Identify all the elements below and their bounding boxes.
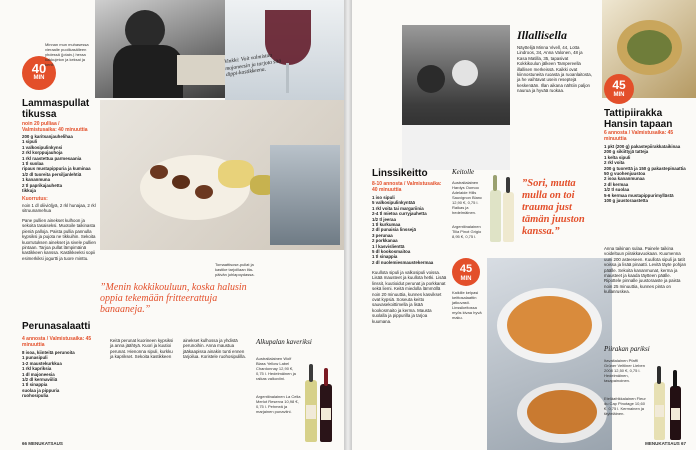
time-unit: MIN bbox=[613, 92, 625, 98]
sub-text: noin 1 dl oliiviöljyä, 2 rkl hunajaa, 2 rkl sitruunamehua bbox=[22, 203, 96, 214]
wine-description: Australialainen Wolf Blass Yellow Label Chardonnay 12,90 €, 0,75 l. Hedelmäinen ja raikas valkoviini. bbox=[256, 356, 296, 381]
recipe-meta: 4 annosta / Valmistusaika: 45 minuuttia bbox=[22, 336, 92, 348]
time-value: 45 bbox=[459, 263, 473, 275]
bottle-neck bbox=[309, 364, 313, 382]
recipe-title-tattipiirakka: Tattipiirakka Hansin tapaan bbox=[604, 108, 673, 130]
time-badge bbox=[604, 74, 634, 104]
ingredient-list: 1 iso sipuli 5 valkosipulinkyntää 1 rkl voita tai margariinia 2-4 tl mietoa curryjauhetta 1/2 tl jeeraa 1 tl kurkumaa 2 dl punaisia linssejä 3 perunaa 2 porkkanaa 1 l kasvislienttä 5 dl kookosmaitoa 1 tl sinappia 2 dl nuolemiesmaustekermaa bbox=[372, 195, 434, 265]
ingredient-list: 200 g karitsanjauhelihaa 1 sipuli 1 valkosipulinkynsi 2 rkl korppujauhoja 1 rkl raastettua parmesaania 1 tl suolaa ripaus mustapippuria ja kuminaa 1/2 dl tuoreita persiljanlehtiä 1 kananmuna 2 tl paprikajauhetta tikkuja bbox=[22, 134, 91, 194]
wine-heading: Piirakan pariksi bbox=[604, 345, 650, 353]
white-wine-bottle bbox=[490, 190, 501, 242]
wine-description: Argentiinalainen La Celia Merlot Reserva 10,98 €, 0,75 l. Pehmeä ja marjainen punaviini. bbox=[256, 394, 301, 414]
time-badge bbox=[452, 258, 480, 286]
white-wine-bottle bbox=[503, 192, 514, 242]
page-gutter bbox=[344, 0, 352, 450]
page-folio: 66 MENUKATSAUS bbox=[22, 441, 63, 446]
wine-description: Itavaltalainen Pfaffl Grüner Veltliner Lieben 2008 12,50 €, 0,75 l. Hedelmäinen, tasapainoinen. bbox=[604, 358, 645, 383]
recipe-method: Keitä perunat kuorineen kypsiksi ja anna jäähtyä. Kuori ja kuutioi perunat. Hienonna sipuli, kurkku ja kaprikset. Sekoita kastikkeen ainekset kulhossa ja yhdistä perunoihin. Anna maustua jääkaapissa ainakin tunti ennen tarjoilua. Koristele ruohosipulilla. bbox=[110, 338, 246, 360]
recipe-meta: 6 annosta / Valmistusaika: 45 minuuttia bbox=[604, 130, 674, 142]
section-heading: Illallisella bbox=[517, 28, 568, 42]
recipe-meta: 8-10 annosta / Valmistusaika: 40 minuuttia bbox=[372, 181, 442, 193]
photo-caption: Kaikille kelpasi keittosalaattin jatkuvasti. Linssikeitossa myös kivaa hyvä maku. bbox=[452, 290, 482, 320]
ingredient-list: 1 pkt (200 g) pakastepiirakkataikinaa 200 g sikiittyjä tatteja 1 kelta sipuli 2 rkl voita 200 g tuorettä ja 150 g pakastepinaattia 50 g vuohenjuustoa 2 isoa kananmunaa 2 dl kermaa 1/2 tl suolaa 5-6 kermaa mustapippurimyllästä 100 g juustoraastetta bbox=[604, 144, 686, 204]
skewer-food-photo bbox=[100, 100, 344, 250]
time-value: 40 bbox=[31, 61, 47, 76]
bottle-neck bbox=[506, 177, 510, 193]
sub-heading: Kuorrutus: bbox=[22, 196, 48, 202]
recipe-method: Pane pullien ainekset kulhoon ja sekoita tasaiseksi. Muotoile taikinasta pieniä palloja. Paista pullia pannulla kypsiksi ja pujota ne tikkuihin. Sekoita kuorrutuksen ainekset ja sivele pullien pintaan. Tarjoa pullat lämpimäinä kastikkeen kanssa. Kastikkeeksi sopii esimerkiksi jogurtti ja tuore minttu. bbox=[22, 218, 96, 261]
recipe-title-lammaspullat: Lammaspullat tikussa bbox=[22, 98, 90, 120]
page-folio: MENUKATSAUS 67 bbox=[645, 441, 686, 446]
photo-caption-mid: Tomaattisose-pullat ja kastike tarjoillaan ilta-päivän juhlapoydassa. bbox=[215, 262, 255, 277]
photo-tip-note: ​ bbox=[541, 263, 543, 270]
recipe-method: Kuullota sipuli ja valkosipuli voissa. Lisää mausteet ja kuullota hetki. Lisää linssit, kuutioidut perunat ja porkkanat sekä liemi. Keitä miedolla lämmöllä noin 20 minuuttia, kunnes kasvikset ovat kypsiä. Soseuta keitto sauvasekoittimella ja lisää kookosmaito ja kerma. Mausta suolalla ja pippurilla ja tarjoa kuumana. bbox=[372, 270, 447, 324]
pull-quote: ”Menin kokkikouluun, koska halusin oppia tekemään fritteerattuja banaaneja.” bbox=[100, 282, 247, 315]
wine-description: Argentiinalainen Tilia Pinot Grigio 8,95 €, 0,75 l. bbox=[452, 224, 482, 239]
bottle-neck bbox=[324, 368, 328, 386]
bottle-neck bbox=[493, 175, 497, 191]
wine-description: Eteläafrikkalainen Fleur du Cap Pinotage 10,60 €, 0,75 l. Kermainen ja täyteläinen. bbox=[604, 396, 646, 416]
wine-description: Australialainen Hardys Oomoo Adelaide Hills Sauvignon Blanc 12,90 €, 0,75 l. Raikas ja hedelmäinen. bbox=[452, 180, 483, 215]
recipe-meta: noin 20 pulliaa / Valmistusaika: 40 minuuttia bbox=[22, 121, 88, 133]
wine-heading: Alkupalan kaveriksi bbox=[256, 338, 312, 346]
right-page bbox=[352, 0, 696, 450]
photo-tip-note: Vinkki: Voit valmistaa majoneesin ja tarjota sitä dippi-kastikkeena. bbox=[223, 52, 282, 79]
time-value: 45 bbox=[612, 78, 626, 92]
bottle-label bbox=[306, 405, 316, 419]
wine-glass-photo bbox=[225, 0, 344, 100]
wine-heading: Keitolle bbox=[452, 168, 475, 176]
time-unit: MIN bbox=[460, 276, 472, 282]
soup-photo bbox=[487, 258, 612, 450]
bottle-neck bbox=[657, 366, 661, 384]
profile-text: Näyttelijä Minna Vivell, 44, Lotta Lindroos, 34, Anna Valonen, 48 ja Kasa Matilla, 35, tapasivat Kokkikoulun jälkeen Tampereella illallisen merkeissä. Kaikki ovat kiinnostuneita ruoasta ja ruoanlaitosta, ja he vaihtavat usein reseptejä keskenään. Illan aikana nähtiin paljon naurua ja hyvää ruokaa. bbox=[517, 45, 592, 94]
bottle-label bbox=[321, 408, 331, 420]
recipe-method: Anna taikinan sulaa. Painele taikina voideltuun piirakkavuokaan. Kuumenna uuni 200 asteeseen. Kuullota sipuli ja tatit voissa ja lisää pinaatti. Levitä täyte pohjan päälle. Sekoita kananmunat, kerma ja mausteet ja kaada täytteen päälle. Ripottele pinnalle juustoraaste ja paista noin 25 minuuttia, kunnes pinta on kullanruskea. bbox=[604, 246, 687, 295]
recipe-title-perunasalaatti: Perunasalaatti bbox=[22, 321, 91, 332]
bottle-label bbox=[671, 408, 680, 420]
ingredient-list: 8 isoa, kiinteitä perunoita 1 punasipuli 1-2 maustekurkkua 1 rkl kapriksia 1 dl majoneesia 1/2 dl kermaviiliä 1 tl sinappia suolaa ja pippuria ruohosipulia bbox=[22, 350, 75, 399]
bottle-neck bbox=[673, 370, 677, 388]
pull-quote: ”Sori, mutta mulla on toi trauma just tämän juuston kanssa.” bbox=[522, 178, 585, 237]
recipe-title-linssikeitto: Linssikeitto bbox=[372, 168, 428, 179]
dinner-group-photo bbox=[402, 25, 510, 170]
bottle-label bbox=[655, 405, 664, 417]
kitchen-photo bbox=[95, 0, 225, 98]
intro-caption: Minnan mun muhasessa vieraalle puolikasälleen yhdessä (jotain.) heraa kakkujeton ja keksai ja kenit. bbox=[45, 42, 89, 67]
time-unit: MIN bbox=[33, 75, 45, 81]
left-page bbox=[0, 0, 344, 450]
